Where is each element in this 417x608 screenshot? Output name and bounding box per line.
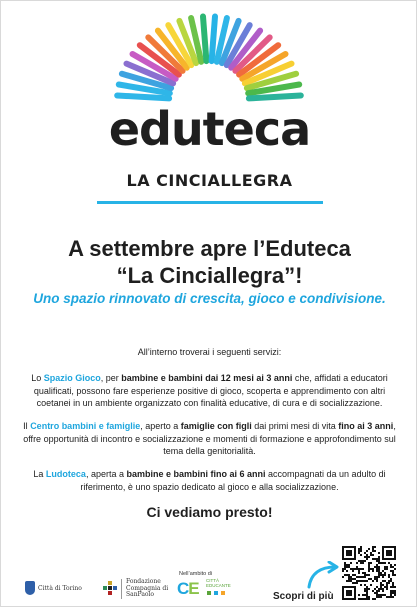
closing-line: Ci vediamo presto! xyxy=(146,504,273,520)
curved-arrow-icon xyxy=(305,561,339,591)
sunburst-ray xyxy=(249,96,301,99)
service-spazio-gioco xyxy=(21,372,398,410)
services-intro: All’interno troverai i seguenti servizi: xyxy=(137,347,282,357)
headline xyxy=(1,235,417,289)
service-ludoteca xyxy=(21,468,398,493)
sunburst-ray xyxy=(203,17,206,62)
text: che, affidati a educatori qualificati, possono fare esperienze positive di gioco, scoperta e apprendimento con altri coetanei in un ambiente organizzato con finalità educative, di cura e di socializzazione. xyxy=(33,373,388,408)
logo-divider xyxy=(97,201,323,204)
sunburst-logo-icon xyxy=(96,5,322,105)
logo-wordmark: eduteca xyxy=(108,102,311,156)
logo-subtitle: LA CINCIALLEGRA xyxy=(126,171,293,190)
sunburst-ray xyxy=(117,96,169,99)
text: , aperta a xyxy=(85,469,127,479)
foundation-logo-text: Fondazione Compagnia di SanPaolo xyxy=(121,579,186,599)
tagline: Uno spazio rinnovato di crescita, gioco e condivisione. xyxy=(33,291,386,306)
service-age: fino ai 3 anni xyxy=(338,421,394,431)
sunburst-ray xyxy=(212,17,215,62)
text: Il xyxy=(23,421,31,431)
city-logo-text: Città di Torino xyxy=(38,585,82,592)
scopri-di-piu-label: Scopri di più xyxy=(273,591,334,602)
torino-crest-icon xyxy=(25,581,35,595)
citta-educante-logo xyxy=(177,579,199,599)
qr-code-icon[interactable] xyxy=(342,546,396,600)
ce-letter: E xyxy=(188,579,199,598)
citta-educante-text: CITTÀ EDUCANTE xyxy=(206,578,231,588)
ambito-label: Nell’ambito di xyxy=(179,571,213,577)
service-name: Ludoteca xyxy=(45,469,86,479)
service-centro-bambini-famiglie xyxy=(21,420,398,458)
foundation-mark-icon xyxy=(103,581,117,595)
ce-letter: C xyxy=(177,579,189,598)
citta-educante-icons xyxy=(207,590,237,596)
text: , per xyxy=(100,373,122,383)
service-audience: bambine e bambini fino ai 6 anni xyxy=(126,469,266,479)
text: , aperto a xyxy=(140,421,181,431)
service-name: Spazio Gioco xyxy=(43,373,101,383)
headline-line-2: “La Cinciallegra”! xyxy=(116,263,303,288)
service-audience: bambine e bambini dai 12 mesi ai 3 anni xyxy=(121,373,293,383)
text: La xyxy=(33,469,46,479)
service-name: Centro bambini e famiglie xyxy=(30,421,141,431)
headline-line-1: A settembre apre l’Eduteca xyxy=(68,236,351,261)
text: dai primi mesi di vita xyxy=(251,421,339,431)
text: accompagnati da un adulto di riferimento, è uno spazio dedicato al gioco e alla socializzazione. xyxy=(80,469,386,492)
service-audience: famiglie con figli xyxy=(180,421,252,431)
text: , offre opportunità di incontro e socializzazione e momenti di formazione e approfondimento sul tema della genitorialità. xyxy=(23,421,396,456)
text: Lo xyxy=(31,373,44,383)
